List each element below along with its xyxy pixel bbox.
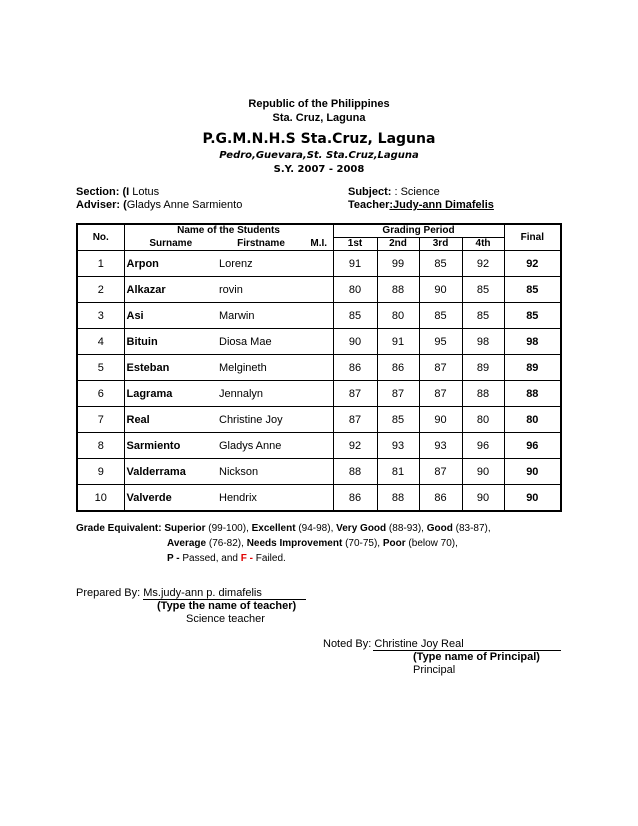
legend-superior-range: (99-100), — [208, 523, 249, 534]
legend-ni-range: (70-75), — [345, 538, 381, 549]
grade-final: 88 — [504, 381, 561, 407]
student-surname: Bituin — [124, 329, 217, 355]
grade-1st: 92 — [333, 433, 377, 459]
grade-1st: 87 — [333, 381, 377, 407]
legend-title: Grade Equivalent: — [76, 523, 162, 534]
student-firstname: Nickson — [217, 459, 305, 485]
grade-2nd: 85 — [377, 407, 419, 433]
table-row — [77, 355, 561, 381]
table-header-row-2 — [77, 238, 561, 251]
legend-average-range: (76-82), — [208, 538, 244, 549]
table-row — [77, 277, 561, 303]
student-firstname: Melgineth — [217, 355, 305, 381]
grade-final: 92 — [504, 251, 561, 277]
grade-4th: 89 — [462, 355, 504, 381]
grade-3rd: 90 — [419, 277, 462, 303]
noted-label: Noted By: — [323, 638, 372, 650]
legend-poor-range: (below 70), — [408, 538, 458, 549]
legend-very-good: Very Good — [336, 523, 387, 534]
grade-final: 96 — [504, 433, 561, 459]
legend-passed: Passed, and — [182, 553, 238, 564]
teacher-label: Teacher — [348, 199, 390, 211]
student-mi — [305, 251, 333, 277]
student-no: 5 — [77, 355, 124, 381]
grades-table — [76, 223, 562, 512]
col-period-4th: 4th — [462, 238, 504, 251]
student-surname: Sarmiento — [124, 433, 217, 459]
student-firstname: Gladys Anne — [217, 433, 305, 459]
school-name: P.G.M.N.H.S Sta.Cruz, Laguna — [202, 131, 436, 147]
legend-average: Average — [167, 538, 207, 549]
grade-4th: 96 — [462, 433, 504, 459]
grade-3rd: 87 — [419, 381, 462, 407]
grade-2nd: 80 — [377, 303, 419, 329]
legend-poor: Poor — [382, 538, 406, 549]
student-surname: Lagrama — [124, 381, 217, 407]
student-no: 10 — [77, 485, 124, 512]
grade-2nd: 99 — [377, 251, 419, 277]
prepared-label: Prepared By: — [76, 587, 141, 599]
student-firstname: rovin — [217, 277, 305, 303]
grade-3rd: 90 — [419, 407, 462, 433]
table-row — [77, 329, 561, 355]
student-mi — [305, 277, 333, 303]
grade-2nd: 88 — [377, 485, 419, 512]
student-mi — [305, 433, 333, 459]
teacher-line — [348, 199, 494, 212]
table-row — [77, 485, 561, 512]
grade-final: 90 — [504, 485, 561, 512]
prepared-title: Science teacher — [186, 613, 265, 625]
legend-line-1 — [76, 521, 491, 536]
student-mi — [305, 407, 333, 433]
subject-value: : Science — [394, 186, 440, 198]
grade-1st: 90 — [333, 329, 377, 355]
student-surname: Real — [124, 407, 217, 433]
student-surname: Valverde — [124, 485, 217, 512]
grade-1st: 86 — [333, 485, 377, 512]
adviser-line — [76, 199, 242, 212]
student-surname: Alkazar — [124, 277, 217, 303]
country-line: Republic of the Philippines — [248, 98, 390, 110]
grade-2nd: 81 — [377, 459, 419, 485]
school-year: S.Y. 2007 - 2008 — [273, 164, 365, 175]
col-firstname-header: Firstname — [217, 238, 305, 251]
col-period-1st: 1st — [333, 238, 377, 251]
grade-final: 98 — [504, 329, 561, 355]
grade-4th: 98 — [462, 329, 504, 355]
legend-excellent-range: (94-98), — [298, 523, 334, 534]
student-firstname: Christine Joy — [217, 407, 305, 433]
grade-2nd: 91 — [377, 329, 419, 355]
col-no-header: No. — [77, 224, 124, 251]
grade-1st: 80 — [333, 277, 377, 303]
legend-superior: Superior — [164, 523, 206, 534]
student-no: 9 — [77, 459, 124, 485]
student-firstname: Hendrix — [217, 485, 305, 512]
legend-p: P - — [167, 553, 180, 564]
grade-1st: 86 — [333, 355, 377, 381]
grade-4th: 90 — [462, 485, 504, 512]
student-firstname: Jennalyn — [217, 381, 305, 407]
grade-2nd: 93 — [377, 433, 419, 459]
student-no: 3 — [77, 303, 124, 329]
section-label: Section: (I — [76, 186, 130, 198]
student-no: 6 — [77, 381, 124, 407]
student-mi — [305, 303, 333, 329]
subject-label: Subject: — [348, 186, 392, 198]
grade-1st: 85 — [333, 303, 377, 329]
student-firstname: Marwin — [217, 303, 305, 329]
header-block — [0, 97, 638, 125]
grade-final: 89 — [504, 355, 561, 381]
grade-3rd: 95 — [419, 329, 462, 355]
grade-1st: 87 — [333, 407, 377, 433]
section-value: Lotus — [132, 186, 160, 198]
grade-4th: 80 — [462, 407, 504, 433]
adviser-value: Gladys Anne Sarmiento — [126, 199, 243, 211]
grade-4th: 88 — [462, 381, 504, 407]
table-row — [77, 433, 561, 459]
grade-4th: 85 — [462, 277, 504, 303]
grade-2nd: 87 — [377, 381, 419, 407]
student-mi — [305, 355, 333, 381]
table-row — [77, 459, 561, 485]
legend-failed: Failed. — [255, 553, 286, 564]
grade-3rd: 87 — [419, 459, 462, 485]
grade-1st: 91 — [333, 251, 377, 277]
col-mi-header: M.I. — [305, 238, 333, 251]
legend-very-good-range: (88-93), — [388, 523, 424, 534]
student-mi — [305, 485, 333, 512]
grade-1st: 88 — [333, 459, 377, 485]
noted-name: Christine Joy Real — [374, 638, 464, 650]
grade-2nd: 86 — [377, 355, 419, 381]
teacher-value: :Judy-ann Dimafelis — [389, 199, 494, 211]
grade-legend — [76, 521, 491, 566]
grade-3rd: 86 — [419, 485, 462, 512]
subject-line — [348, 186, 440, 199]
legend-line-2 — [76, 536, 491, 551]
col-names-header: Name of the Students — [124, 224, 333, 238]
col-period-3rd: 3rd — [419, 238, 462, 251]
legend-f: F - — [240, 553, 253, 564]
adviser-label: Adviser: ( — [76, 199, 127, 211]
student-no: 4 — [77, 329, 124, 355]
grade-final: 80 — [504, 407, 561, 433]
prepared-hint: (Type the name of teacher) — [157, 600, 297, 612]
student-firstname: Diosa Mae — [217, 329, 305, 355]
table-row — [77, 407, 561, 433]
table-row — [77, 251, 561, 277]
prepared-name: Ms.judy-ann p. dimafelis — [143, 587, 262, 599]
legend-excellent: Excellent — [251, 523, 296, 534]
grade-final: 90 — [504, 459, 561, 485]
table-row — [77, 381, 561, 407]
grade-3rd: 87 — [419, 355, 462, 381]
student-mi — [305, 459, 333, 485]
student-mi — [305, 381, 333, 407]
grade-final: 85 — [504, 303, 561, 329]
table-row — [77, 303, 561, 329]
grade-2nd: 88 — [377, 277, 419, 303]
student-surname: Valderrama — [124, 459, 217, 485]
location-line: Sta. Cruz, Laguna — [272, 112, 366, 124]
legend-good: Good — [426, 523, 453, 534]
student-surname: Arpon — [124, 251, 217, 277]
student-surname: Asi — [124, 303, 217, 329]
col-surname-header: Surname — [124, 238, 217, 251]
grade-4th: 92 — [462, 251, 504, 277]
grade-3rd: 93 — [419, 433, 462, 459]
grade-4th: 90 — [462, 459, 504, 485]
noted-title: Principal — [413, 664, 456, 676]
table-header-row-1 — [77, 224, 561, 238]
student-firstname: Lorenz — [217, 251, 305, 277]
grade-3rd: 85 — [419, 303, 462, 329]
legend-needs-improvement: Needs Improvement — [246, 538, 343, 549]
grade-final: 85 — [504, 277, 561, 303]
student-mi — [305, 329, 333, 355]
col-period-2nd: 2nd — [377, 238, 419, 251]
student-no: 1 — [77, 251, 124, 277]
student-no: 8 — [77, 433, 124, 459]
col-grading-header: Grading Period — [333, 224, 504, 238]
section-line — [76, 186, 159, 199]
legend-good-range: (83-87), — [455, 523, 491, 534]
student-no: 7 — [77, 407, 124, 433]
student-surname: Esteban — [124, 355, 217, 381]
grade-3rd: 85 — [419, 251, 462, 277]
student-no: 2 — [77, 277, 124, 303]
legend-line-3 — [76, 551, 491, 566]
col-final-header: Final — [504, 224, 561, 251]
school-address: Pedro,Guevara,St. Sta.Cruz,Laguna — [219, 150, 419, 161]
grade-4th: 85 — [462, 303, 504, 329]
noted-hint: (Type name of Principal) — [413, 651, 540, 663]
